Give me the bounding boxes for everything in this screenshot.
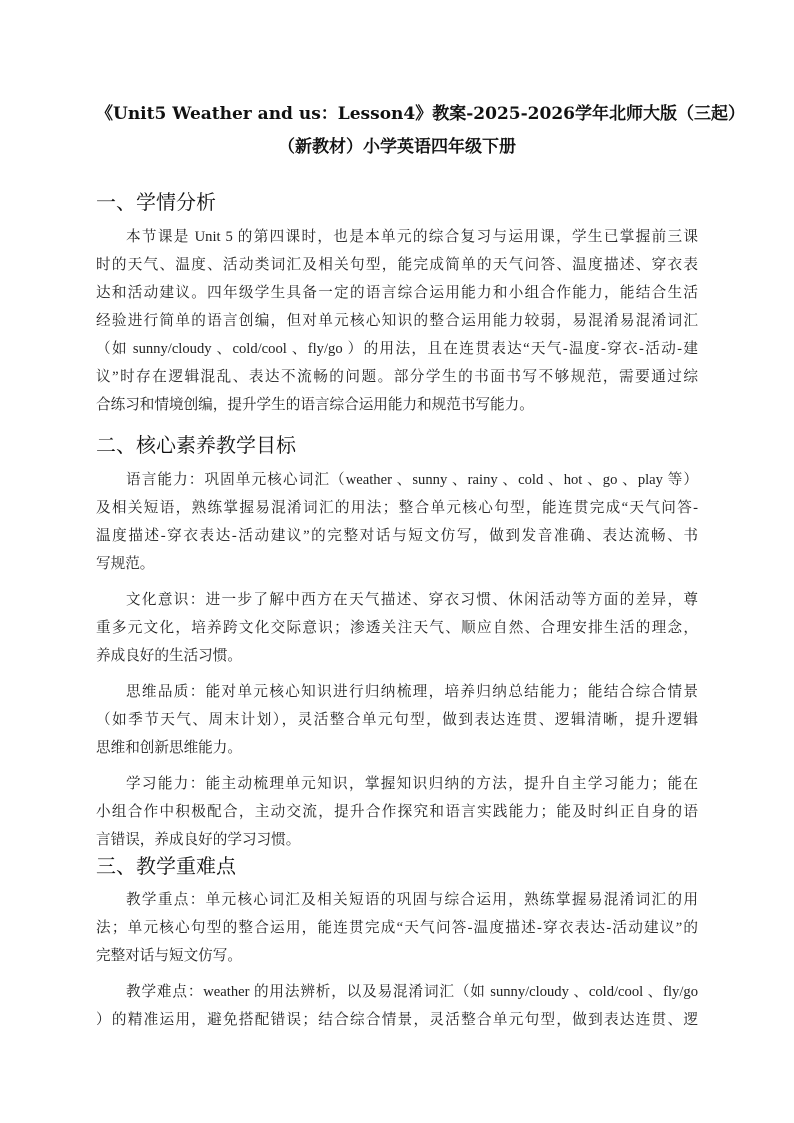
paragraph-line: 及相关短语，熟练掌握易混淆词汇的用法；整合单元核心句型，能连贯完成“天气问答- xyxy=(96,500,698,516)
document-title-line-2: （新教材）小学英语四年级下册 xyxy=(278,137,516,157)
paragraph-line: 养成良好的生活习惯。 xyxy=(96,648,242,664)
paragraph-line: 思维品质：能对单元核心知识进行归纳梳理，培养归纳总结能力；能结合综合情景 xyxy=(126,684,698,700)
paragraph-line: 语言能力：巩固单元核心词汇（weather 、sunny 、rainy 、cold 、hot 、go 、play 等） xyxy=(126,472,698,488)
section-heading-core-objectives: 二、核心素养教学目标 xyxy=(96,433,296,457)
paragraph-line: 议”时存在逻辑混乱、表达不流畅的问题。部分学生的书面书写不够规范，需要通过综 xyxy=(96,369,698,385)
paragraph-line: 温度描述-穿衣表达-活动建议”的完整对话与短文仿写，做到发音准确、表达流畅、书 xyxy=(96,528,698,544)
paragraph-line: 文化意识：进一步了解中西方在天气描述、穿衣习惯、休闲活动等方面的差异，尊 xyxy=(126,592,698,608)
paragraph-line: 法；单元核心句型的整合运用，能连贯完成“天气问答-温度描述-穿衣表达-活动建议”的 xyxy=(96,920,698,936)
paragraph-line: 合练习和情境创编，提升学生的语言综合运用能力和规范书写能力。 xyxy=(96,397,534,413)
paragraph-line: 学习能力：能主动梳理单元知识，掌握知识归纳的方法，提升自主学习能力；能在 xyxy=(126,776,698,792)
section-heading-key-difficulties: 三、教学重难点 xyxy=(96,854,236,878)
paragraph-line: 教学难点：weather 的用法辨析，以及易混淆词汇（如 sunny/cloudy 、cold/cool 、fly/go xyxy=(126,984,698,1000)
paragraph-line: ）的精准运用，避免搭配错误；结合综合情景，灵活整合单元句型，做到表达连贯、逻 xyxy=(96,1012,698,1028)
paragraph-line: （如季节天气、周末计划），灵活整合单元句型，做到表达连贯、逻辑清晰，提升逻辑 xyxy=(96,712,698,728)
paragraph-line: 教学重点：单元核心词汇及相关短语的巩固与综合运用，熟练掌握易混淆词汇的用 xyxy=(126,892,698,908)
paragraph-line: 小组合作中积极配合，主动交流，提升合作探究和语言实践能力；能及时纠正自身的语 xyxy=(96,804,698,820)
paragraph-line: 达和活动建议。四年级学生具备一定的语言综合运用能力和小组合作能力，能结合生活 xyxy=(96,285,698,301)
paragraph-line: 经验进行简单的语言创编，但对单元核心知识的整合运用能力较弱，易混淆易混淆词汇 xyxy=(96,313,698,329)
document-title-line-1: 《Unit5 Weather and us：Lesson4》教案-2025-2026学年北师大版（三起） xyxy=(96,104,745,124)
paragraph-line: 思维和创新思维能力。 xyxy=(96,740,242,756)
paragraph-line: 重多元文化，培养跨文化交际意识；渗透关注天气、顺应自然、合理安排生活的理念， xyxy=(96,620,698,636)
paragraph-line: 时的天气、温度、活动类词汇及相关句型，能完成简单的天气问答、温度描述、穿衣表 xyxy=(96,257,698,273)
paragraph-line: （如 sunny/cloudy 、cold/cool 、fly/go ）的用法，且在连贯表达“天气-温度-穿衣-活动-建 xyxy=(96,341,698,357)
paragraph-line: 言错误，养成良好的学习习惯。 xyxy=(96,832,301,848)
paragraph-line: 写规范。 xyxy=(96,556,155,572)
paragraph-line: 完整对话与短文仿写。 xyxy=(96,948,242,964)
paragraph-line: 本节课是 Unit 5 的第四课时，也是本单元的综合复习与运用课，学生已掌握前三课 xyxy=(126,229,698,245)
section-heading-learning-analysis: 一、学情分析 xyxy=(96,190,216,214)
